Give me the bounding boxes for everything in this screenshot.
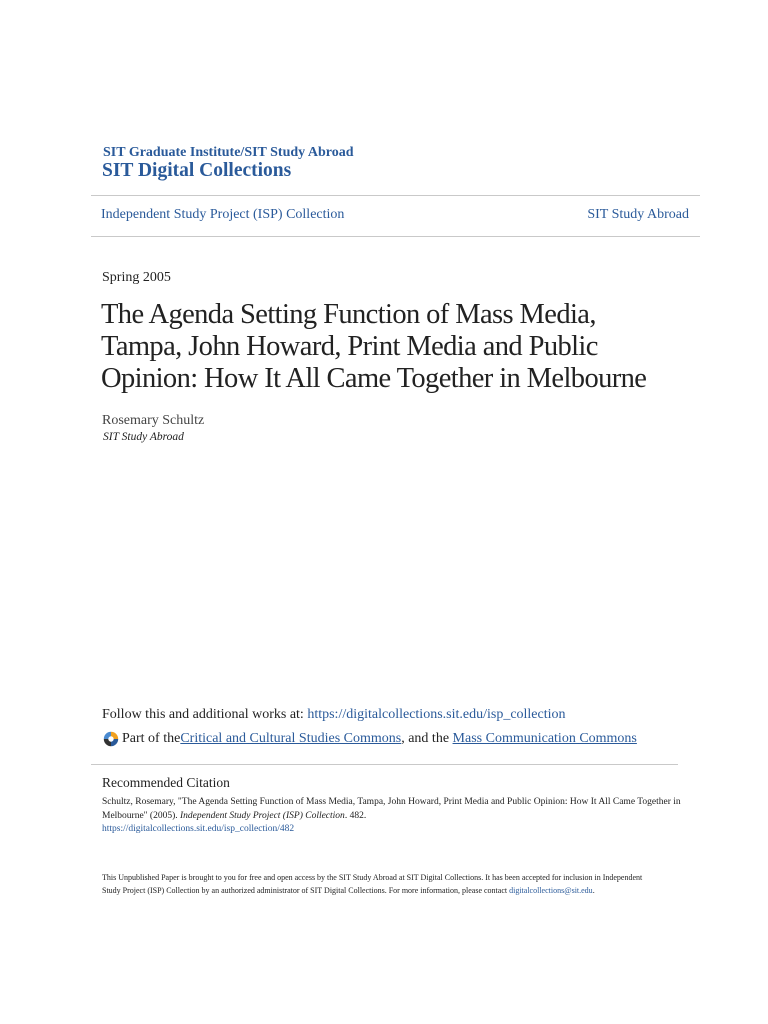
citation-body: Schultz, Rosemary, "The Agenda Setting Function of Mass Media, Tampa, John Howard, Print Media and Public Opinion: How It All Came Together in Melbourne" (2005). — [102, 797, 681, 821]
institution-link[interactable]: SIT Graduate Institute/SIT Study Abroad — [103, 145, 354, 160]
paper-title — [101, 299, 721, 395]
follow-prefix: Follow this and additional works at: — [102, 707, 308, 722]
critical-cultural-commons-link[interactable]: Critical and Cultural Studies Commons — [180, 731, 402, 746]
divider-top — [91, 195, 700, 196]
part-of-middle: , and the — [401, 731, 453, 746]
follow-line — [102, 707, 566, 723]
citation-text — [102, 796, 682, 837]
mass-communication-commons-link[interactable]: Mass Communication Commons — [452, 731, 637, 746]
author-affiliation: SIT Study Abroad — [103, 431, 184, 443]
follow-url-link[interactable]: https://digitalcollections.sit.edu/isp_collection — [307, 707, 566, 722]
citation-heading: Recommended Citation — [102, 775, 230, 790]
author-name: Rosemary Schultz — [102, 413, 205, 428]
citation-number: . 482. — [344, 810, 367, 821]
citation-url-link[interactable]: https://digitalcollections.sit.edu/isp_collection/482 — [102, 824, 295, 834]
divider-citation — [91, 764, 678, 765]
title-line-2: Tampa, John Howard, Print Media and Public — [101, 331, 598, 362]
isp-collection-link[interactable]: Independent Study Project (ISP) Collection — [101, 207, 345, 222]
part-of-line — [102, 730, 637, 748]
access-notice — [102, 871, 662, 897]
bepress-network-icon — [102, 730, 120, 748]
divider-mid — [91, 236, 700, 237]
citation-series: Independent Study Project (ISP) Collection — [180, 810, 345, 821]
title-line-3: Opinion: How It All Came Together in Melbourne — [101, 363, 647, 394]
study-abroad-link[interactable]: SIT Study Abroad — [587, 207, 689, 222]
notice-end: . — [592, 886, 595, 895]
title-line-1: The Agenda Setting Function of Mass Media, — [101, 299, 596, 330]
collection-site-link[interactable]: SIT Digital Collections — [102, 160, 292, 181]
part-of-prefix: Part of the — [122, 731, 181, 746]
notice-text: This Unpublished Paper is brought to you for free and open access by the SIT Study Abroad at SIT Digital Collections. It has been accepted for inclusion in Independent Study Project (ISP) Collection by an authorized administrator of SIT Digital Collections. For more information, please contact — [102, 873, 643, 895]
contact-email-link[interactable]: digitalcollections@sit.edu — [509, 886, 593, 895]
publication-date: Spring 2005 — [102, 270, 171, 285]
